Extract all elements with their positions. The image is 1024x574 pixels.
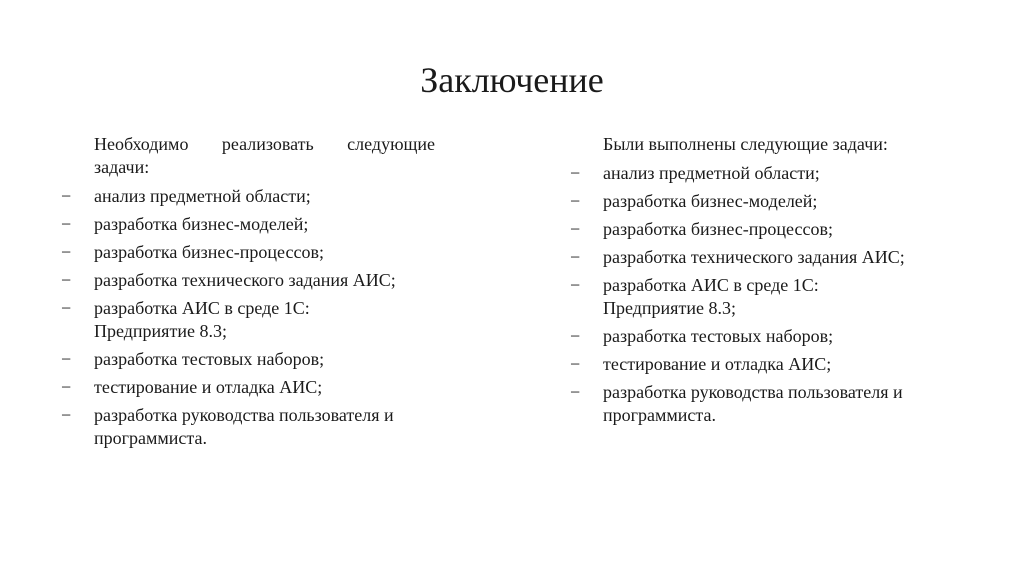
list-item	[568, 218, 950, 241]
list-item-text: разработка АИС в среде 1С: Предприятие 8.3;	[603, 275, 819, 318]
list-item-text: разработка технического задания АИС;	[603, 247, 905, 267]
dash-bullet: −	[570, 354, 581, 374]
dash-bullet: −	[61, 377, 72, 397]
list-item	[568, 274, 883, 320]
dash-bullet: −	[570, 219, 581, 239]
dash-bullet: −	[570, 275, 581, 295]
dash-bullet: −	[61, 349, 72, 369]
list-item	[568, 353, 950, 376]
list-item-text: анализ предметной области;	[603, 163, 820, 183]
list-item-text: разработка бизнес-процессов;	[94, 242, 324, 262]
list-item-text: тестирование и отладка АИС;	[603, 354, 832, 374]
list-item-text: разработка руководства пользователя и программиста.	[94, 405, 394, 448]
list-item-text: разработка бизнес-моделей;	[603, 191, 818, 211]
list-item	[59, 297, 374, 343]
list-item	[568, 381, 968, 427]
dash-bullet: −	[570, 163, 581, 183]
left-intro-line2: задачи:	[94, 157, 150, 177]
list-item	[59, 404, 454, 450]
list-item	[59, 269, 435, 292]
list-item	[59, 241, 435, 264]
dash-bullet: −	[61, 242, 72, 262]
dash-bullet: −	[61, 214, 72, 234]
slide-title: Заключение	[420, 60, 604, 100]
list-item	[59, 185, 435, 208]
right-column	[568, 133, 950, 432]
list-item	[59, 348, 435, 371]
left-column	[59, 133, 435, 455]
right-task-list	[568, 162, 950, 427]
list-item-text: тестирование и отладка АИС;	[94, 377, 323, 397]
list-item-text: разработка тестовых наборов;	[603, 326, 834, 346]
list-item-text: разработка тестовых наборов;	[94, 349, 325, 369]
left-task-list	[59, 185, 435, 450]
dash-bullet: −	[61, 298, 72, 318]
list-item-text: разработка бизнес-моделей;	[94, 214, 309, 234]
list-item-text: разработка бизнес-процессов;	[603, 219, 833, 239]
dash-bullet: −	[61, 405, 72, 425]
left-intro-line1: Необходимо реализовать следующие	[94, 134, 435, 154]
dash-bullet: −	[570, 326, 581, 346]
dash-bullet: −	[61, 186, 72, 206]
list-item-text: анализ предметной области;	[94, 186, 311, 206]
dash-bullet: −	[61, 270, 72, 290]
dash-bullet: −	[570, 382, 581, 402]
list-item	[568, 246, 950, 269]
list-item	[59, 213, 435, 236]
dash-bullet: −	[570, 191, 581, 211]
list-item-text: разработка руководства пользователя и программиста.	[603, 382, 903, 425]
list-item	[568, 325, 950, 348]
dash-bullet: −	[570, 247, 581, 267]
list-item	[568, 162, 950, 185]
right-intro: Были выполнены следующие задачи:	[603, 134, 888, 154]
list-item	[59, 376, 435, 399]
left-intro	[94, 133, 435, 179]
list-item-text: разработка АИС в среде 1С: Предприятие 8.3;	[94, 298, 310, 341]
list-item-text: разработка технического задания АИС;	[94, 270, 396, 290]
list-item	[568, 190, 950, 213]
